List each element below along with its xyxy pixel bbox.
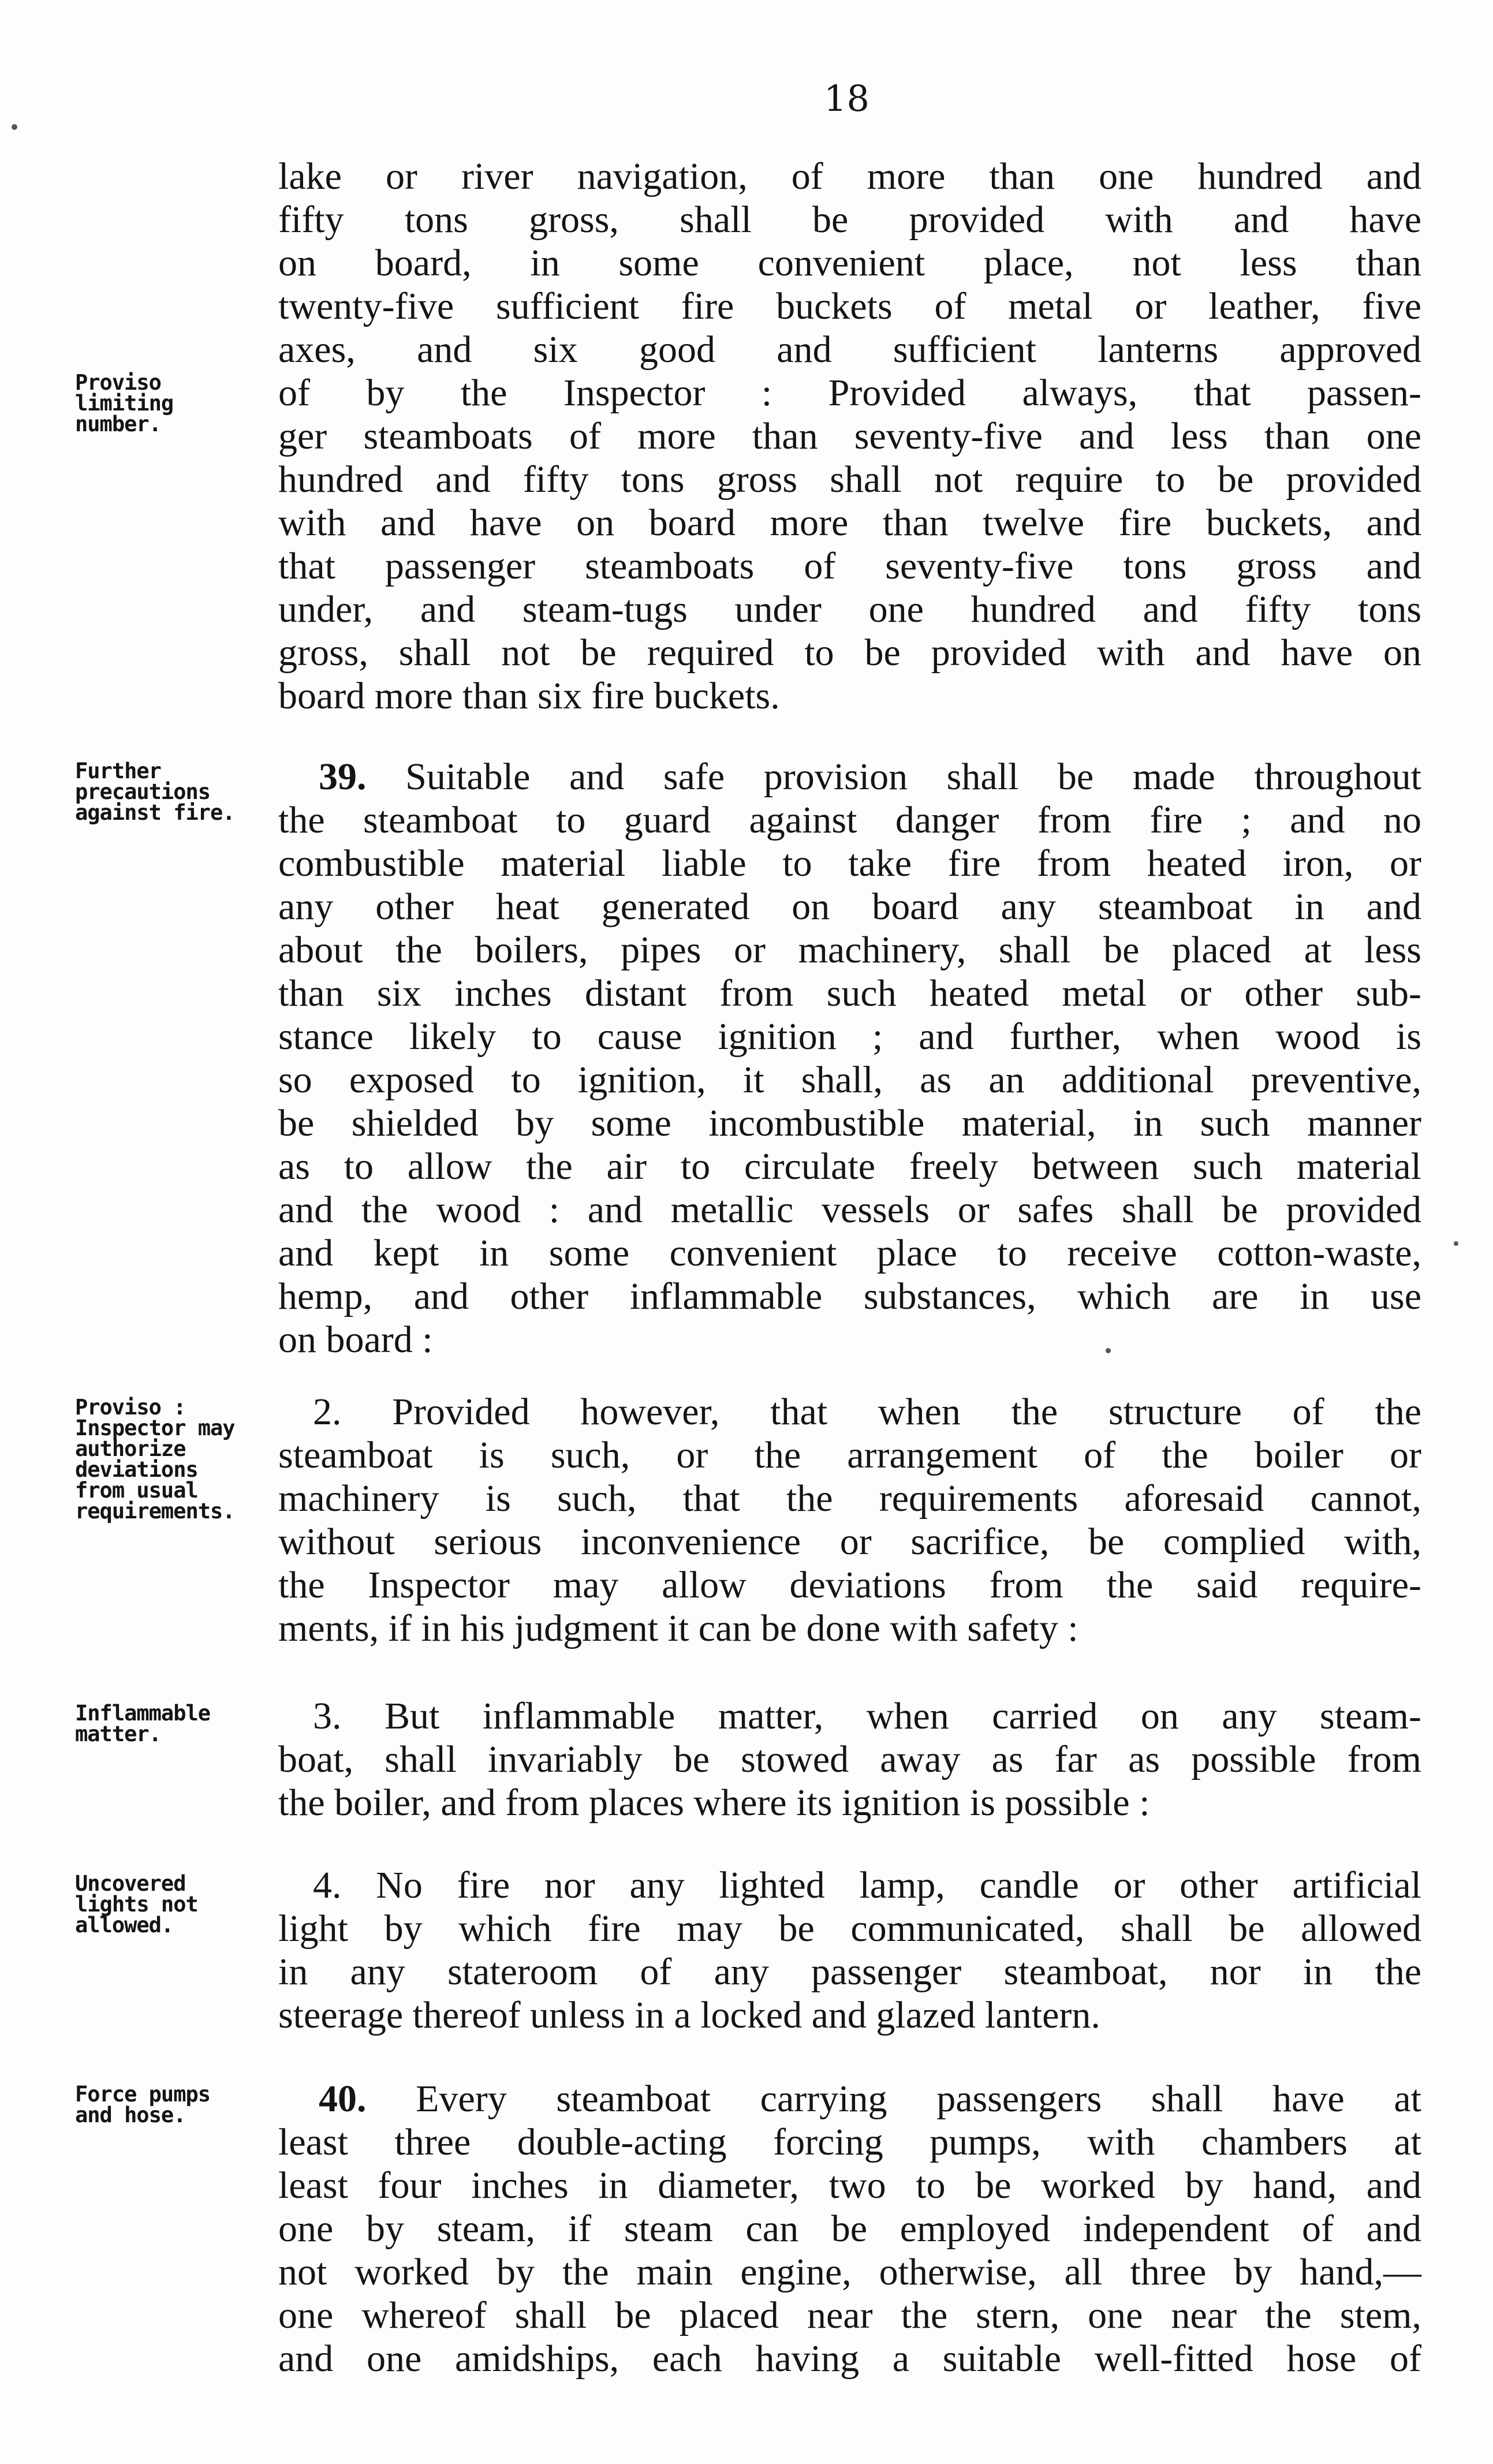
margin-note-line: Inflammable <box>75 1701 211 1726</box>
text-line: lake or river navigation, of more than one hundred and <box>278 155 1421 197</box>
text-line: 39. Suitable and safe provision shall be made throughout <box>319 756 1422 798</box>
section-number: 39. <box>319 756 367 798</box>
text-line: hemp, and other inflammable substances, which are in use <box>278 1275 1421 1317</box>
margin-note-line: allowed. <box>75 1913 174 1937</box>
text-line: so exposed to ignition, it shall, as an additional preventive, <box>278 1059 1421 1101</box>
margin-note-line: limiting <box>75 391 174 416</box>
text-line: not worked by the main engine, otherwise, all three by hand,— <box>278 2251 1421 2293</box>
text-line: machinery is such, that the requirements aforesaid cannot, <box>278 1477 1421 1520</box>
text-line: combustible material liable to take fire from heated iron, or <box>278 842 1421 884</box>
section-40 <box>278 2077 1421 2380</box>
text-line: the Inspector may allow deviations from the said require- <box>278 1564 1421 1606</box>
margin-note-line: Force pumps <box>75 2082 211 2107</box>
text-line: without serious inconvenience or sacrifice, be complied with, <box>278 1521 1421 1563</box>
margin-note-line: matter. <box>75 1722 161 1746</box>
margin-note-inflammable <box>75 1703 277 1745</box>
text-line: twenty-five sufficient fire buckets of metal or leather, five <box>278 285 1421 327</box>
text-line: least three double-acting forcing pumps, with chambers at <box>278 2121 1421 2163</box>
section-39 <box>278 755 1421 1361</box>
text-line: ments, if in his judgment it can be done with safety : <box>278 1607 1078 1649</box>
text-line: steerage thereof unless in a locked and glazed lantern. <box>278 1994 1100 2036</box>
text-line: on board : <box>278 1319 433 1361</box>
paragraph-continuation <box>278 155 1421 718</box>
margin-note-line: Proviso : <box>75 1395 186 1420</box>
text-line: axes, and six good and sufficient lanterns approved <box>278 328 1421 371</box>
margin-note-line: Further <box>75 759 161 783</box>
text-line: 40. Every steamboat carrying passengers shall have at <box>319 2078 1421 2120</box>
margin-note-line: authorize <box>75 1436 186 1461</box>
margin-note-line: precautions <box>75 779 211 804</box>
margin-note-line: against fire. <box>75 800 235 825</box>
text-line: 2. Provided however, that when the structure of the <box>313 1391 1421 1433</box>
margin-note-proviso-limiting <box>75 372 277 435</box>
text-line: of by the Inspector : Provided always, that passen- <box>278 372 1421 414</box>
text-line: steamboat is such, or the arrangement of the boiler or <box>278 1434 1421 1476</box>
margin-note-proviso-inspector <box>75 1397 277 1522</box>
print-speck <box>12 124 17 130</box>
margin-note-force-pumps <box>75 2084 277 2126</box>
text-line: light by which fire may be communicated, shall be allowed <box>278 1907 1421 1950</box>
margin-note-further-precautions <box>75 761 277 823</box>
margin-note-line: Uncovered <box>75 1871 186 1896</box>
section-number: 40. <box>319 2078 367 2120</box>
margin-note-uncovered-lights <box>75 1873 277 1936</box>
text-line: as to allow the air to circulate freely between such material <box>278 1145 1421 1188</box>
subsection-3 <box>278 1694 1421 1824</box>
subsection-4 <box>278 1864 1421 2037</box>
margin-note-line: Inspector may <box>75 1416 235 1440</box>
text-line: under, and steam-tugs under one hundred and fifty tons <box>278 588 1421 630</box>
text-line: than six inches distant from such heated metal or other sub- <box>278 972 1421 1014</box>
margin-note-line: number. <box>75 412 161 436</box>
text-line: hundred and fifty tons gross shall not require to be provided <box>278 458 1421 501</box>
text-line: ger steamboats of more than seventy-five and less than one <box>278 415 1421 457</box>
text-line: and one amidships, each having a suitable well-fitted hose of <box>278 2338 1421 2380</box>
text-line: fifty tons gross, shall be provided with and have <box>278 199 1421 241</box>
text-line: be shielded by some incombustible material, in such manner <box>278 1102 1421 1144</box>
text-line: one by steam, if steam can be employed independent of and <box>278 2208 1421 2250</box>
text-line: that passenger steamboats of seventy-five tons gross and <box>278 545 1421 587</box>
text-line: gross, shall not be required to be provided with and have on <box>278 632 1421 674</box>
margin-note-line: Proviso <box>75 370 161 395</box>
text-line: 4. No fire nor any lighted lamp, candle or other artificial <box>313 1864 1421 1906</box>
text-line: least four inches in diameter, two to be worked by hand, and <box>278 2164 1421 2207</box>
subsection-2 <box>278 1390 1421 1650</box>
margin-note-line: requirements. <box>75 1499 235 1524</box>
margin-note-line: from usual <box>75 1478 198 1503</box>
text-line: in any stateroom of any passenger steamboat, nor in the <box>278 1951 1421 1993</box>
text-line: any other heat generated on board any steamboat in and <box>278 886 1421 928</box>
text-line: stance likely to cause ignition ; and further, when wood is <box>278 1016 1421 1058</box>
page-number: 18 <box>824 77 869 120</box>
margin-note-line: lights not <box>75 1892 198 1917</box>
text-line: with and have on board more than twelve fire buckets, and <box>278 502 1421 544</box>
text-line: one whereof shall be placed near the stern, one near the stem, <box>278 2294 1421 2336</box>
text-line: board more than six fire buckets. <box>278 675 780 717</box>
text-line: the steamboat to guard against danger from fire ; and no <box>278 799 1421 841</box>
text-line: boat, shall invariably be stowed away as far as possible from <box>278 1738 1421 1780</box>
text-line: 3. But inflammable matter, when carried on any steam- <box>313 1695 1421 1737</box>
margin-note-line: deviations <box>75 1457 198 1482</box>
text-line: about the boilers, pipes or machinery, shall be placed at less <box>278 929 1421 971</box>
text-line: the boiler, and from places where its ignition is possible : <box>278 1782 1150 1824</box>
print-speck <box>1454 1241 1458 1246</box>
text-line: on board, in some convenient place, not less than <box>278 242 1421 284</box>
text-line: and the wood : and metallic vessels or safes shall be provided <box>278 1189 1421 1231</box>
text-line: and kept in some convenient place to receive cotton-waste, <box>278 1232 1421 1274</box>
print-speck <box>1106 1348 1111 1353</box>
margin-note-line: and hose. <box>75 2103 186 2127</box>
